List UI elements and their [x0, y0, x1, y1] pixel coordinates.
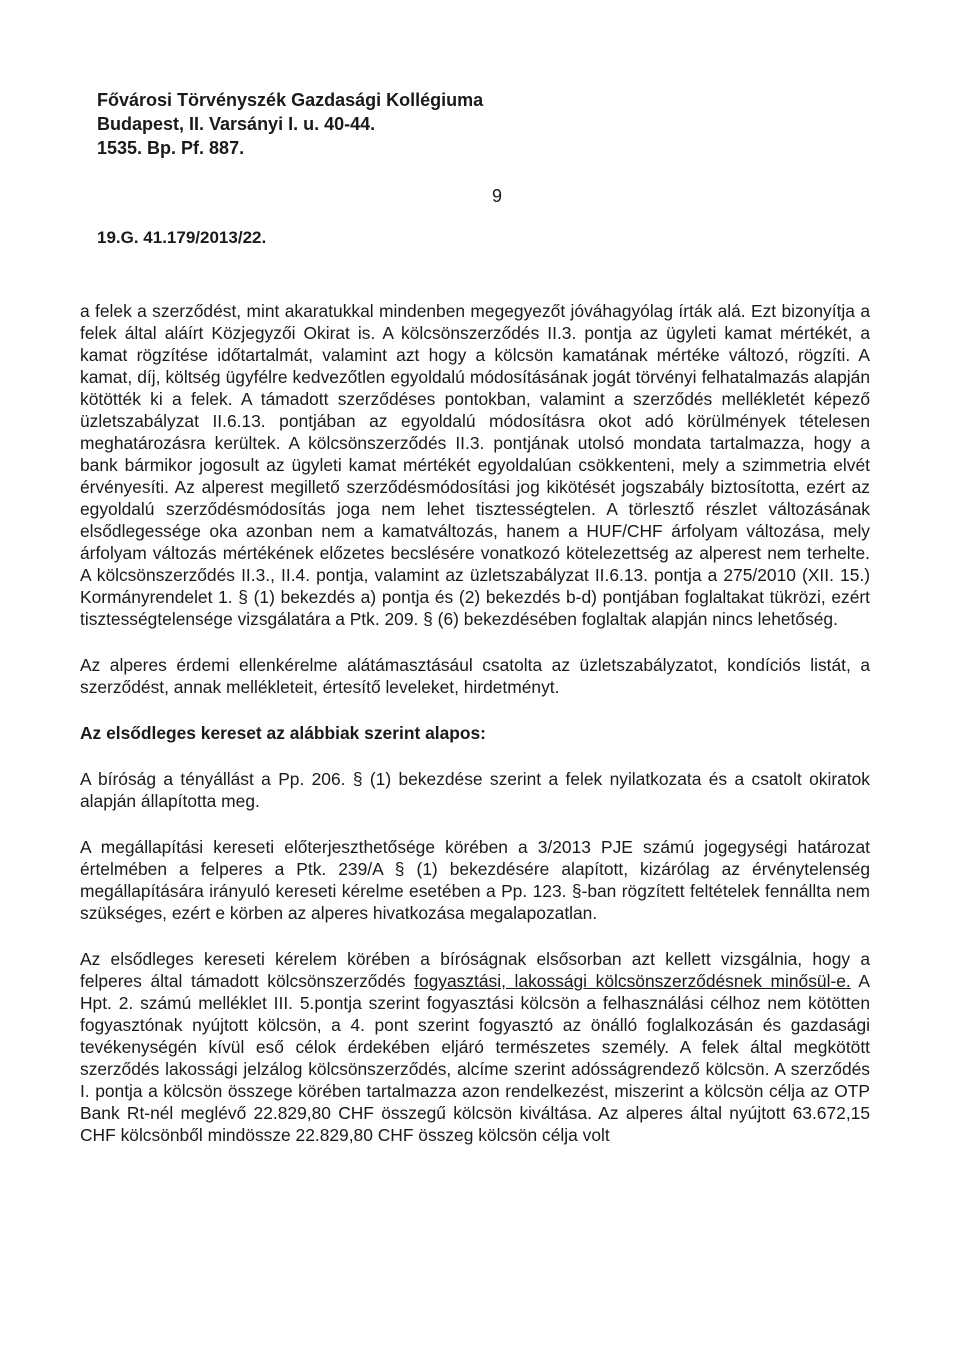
court-po-box: 1535. Bp. Pf. 887.	[97, 138, 245, 158]
paragraph: Az alperes érdemi ellenkérelme alátámasztásául csatolta az üzletszabályzatot, kondíciós listát, a szerződést, annak mellékleteit, értesítő leveleket, hirdetményt.	[80, 655, 870, 697]
text-span: A Hpt. 2. számú melléklet III. 5.pontja szerint fogyasztási kölcsön a felhasználási célhoz nem kötötten fogyasztónak nyújtott kölcsön, a 4. pont szerint fogyasztó az önálló foglalkozásán és gazdasági tevékenységén kívül eső célok érdekében eljáró természetes személy. A felek által megkötött szerződés lakossági jelzálog kölcsönszerződés, alcíme szerint adósságrendező kölcsön. A szerződés I. pontja a kölcsön összege körében tartalmazza azon rendelkezést, miszerint a kölcsön célja az OTP Bank Rt-nél meglévő 22.829,80 CHF összegű kölcsön kiváltása. Az alperes által nyújtott 63.672,15 CHF kölcsönből mindössze 22.829,80 CHF összeg kölcsön célja volt	[80, 971, 870, 1145]
court-name: Fővárosi Törvényszék Gazdasági Kollégiuma	[97, 90, 484, 110]
paragraph: a felek a szerződést, mint akaratukkal mindenben megegyezőt jóváhagyólag írták alá. Ezt bizonyítja a felek által aláírt Közjegyzői Okirat is. A kölcsönszerződés II.3. pontja az ügyleti kamat mértékét, a kamat rögzítése időtartalmát, valamint azt hogy a kölcsön kamatának mértéke változó, rögzíti. A kamat, díj, költség ügyfélre kedvezőtlen egyoldalú módosításának jogát törvényi felhatalmazás alapján kötötték ki a felek. A támadott szerződéses pontokban, valamint a szerződés mellékletét képező üzletszabályzat II.6.13. pontjában az egyoldalú módosításra okot adó körülmények tételesen meghatározásra kerültek. A kölcsönszerződés II.3. pontjának utolsó mondata tartalmazza, hogy a bank bármikor jogosult az ügyleti kamat mértékét egyoldalúan csökkenteni, mely a szimmetria elvét érvényesíti. Az alperest megillető szerződésmódosítási jog kikötését jogszabály biztosította, ezért az egyoldalú szerződésmódosítás joga nem lehet tisztességtelen. A törlesztő részlet változásának elsődlegessége oka azonban nem a kamatváltozás, hanem a HUF/CHF árfolyam változása, mely árfolyam változás mértékének előzetes becslésére vonatkozó kötelezettség az alperest nem terhelte. A kölcsönszerződés II.3., II.4. pontja, valamint az üzletszabályzat II.6.13. pontja a 275/2010 (XII. 15.) Kormányrendelet 1. § (1) bekezdés a) pontja és (2) bekezdés b-d) pontjában foglaltakat tükrözi, ezért tisztességtelensége vizsgálatára a Ptk. 209. § (6) bekezdésében foglaltak alapján nincs lehetőség.	[80, 301, 870, 629]
page-number: 9	[492, 186, 503, 206]
underlined-text: fogyasztási, lakossági kölcsönszerződésnek minősül-e.	[414, 971, 851, 991]
court-header	[97, 88, 483, 160]
text-span: Az elsődleges kereseti kérelem körében a bíróságnak elsősorban azt kellett vizsgálnia, hogy a felperes által támadott kölcsönszerződés	[80, 949, 870, 991]
court-address: Budapest, II. Varsányi I. u. 40-44.	[97, 114, 376, 134]
paragraph: A megállapítási kereseti előterjeszthetősége körében a 3/2013 PJE számú jogegységi határozat értelmében a felperes a Ptk. 239/A § (1) bekezdésére alapított, kizárólag az érvénytelenség megállapítására irányuló kereseti kérelme esetében a Pp. 123. §-ban rögzített feltételek fennállta nem szükséges, ezért e körben az alperes hivatkozása megalapozatlan.	[80, 837, 870, 923]
case-number: 19.G. 41.179/2013/22.	[97, 228, 267, 247]
section-heading: Az elsődleges kereset az alábbiak szerint alapos:	[80, 723, 486, 743]
paragraph: A bíróság a tényállást a Pp. 206. § (1) bekezdése szerint a felek nyilatkozata és a csatolt okiratok alapján állapította meg.	[80, 769, 870, 811]
document-body	[80, 300, 870, 1170]
paragraph	[80, 948, 870, 1146]
